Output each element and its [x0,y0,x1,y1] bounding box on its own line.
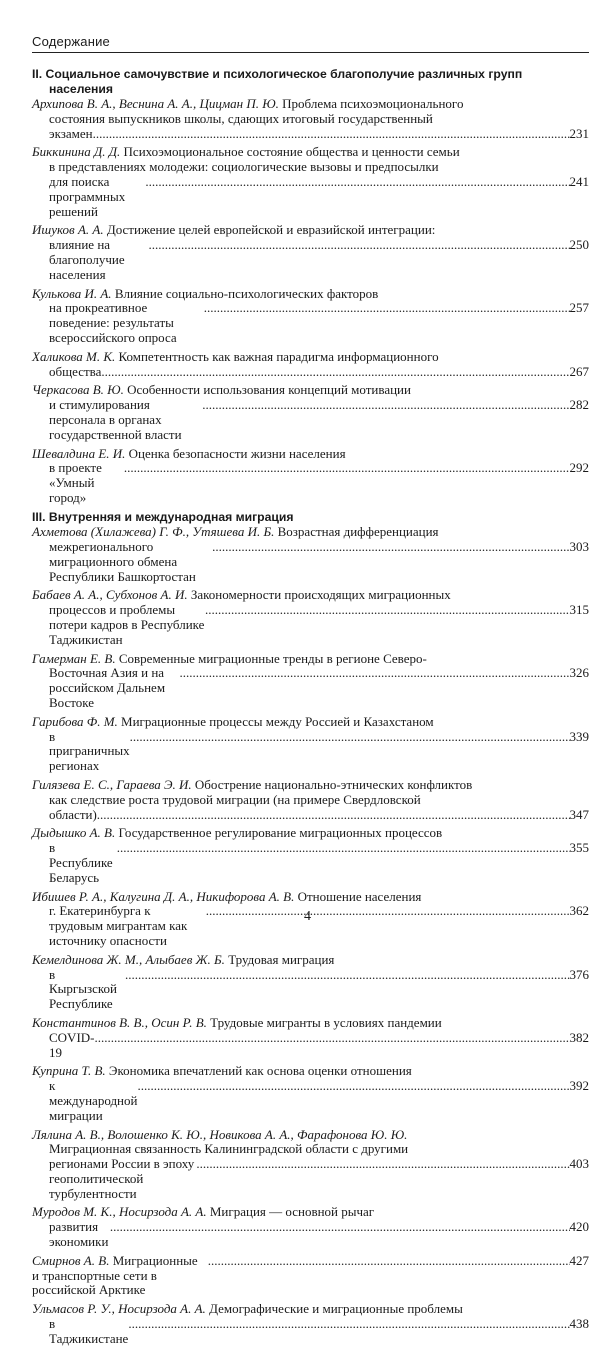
toc-entry-line [32,365,589,380]
entry-authors: Кемелдинова Ж. М., Алыбаев Ж. Б. [32,951,225,967]
dot-leader [179,666,569,681]
toc-entry[interactable] [32,1254,589,1298]
entry-title-text: в Республике Беларусь [49,840,113,885]
entry-page-number: 403 [569,1156,589,1172]
toc-entry[interactable] [32,287,589,346]
toc-entry-line [32,145,589,160]
entry-title-text: межрегионального миграционного обмена Республики Башкортостан [49,539,196,584]
dot-leader [128,1317,569,1332]
toc-entry-line [32,1205,589,1220]
entry-title-text: Отношение населения [297,888,422,904]
entry-title-text: экзамен [49,125,93,141]
table-of-contents [32,64,589,1351]
section-title-line: III. Внутренняя и международная миграция [32,509,294,524]
toc-entry-line [32,1031,589,1061]
entry-title-text: Трудовые мигранты в условиях пандемии [210,1014,442,1030]
toc-entry-line [32,808,589,823]
entry-title-text: Миграционная связанность Калининградской области с другими [49,1141,409,1157]
dot-leader [149,238,570,253]
dot-leader [204,301,570,316]
toc-entry-line [32,112,589,127]
toc-entry-line [32,447,589,462]
toc-entry[interactable] [32,525,589,584]
toc-entry-line [32,730,589,774]
dot-leader [95,1031,570,1046]
entry-page-number: 292 [569,460,589,476]
entry-title-text: в представлениях молодежи: социологические вызовы и предпосылки [49,159,439,175]
entry-title-text: Достижение целей европейской и евразийской интеграции: [106,222,436,238]
entry-page-number: 267 [569,363,589,379]
toc-entry-line [32,841,589,885]
toc-entry-line [32,1128,589,1143]
toc-entry-line [32,287,589,302]
running-head: Содержание [32,34,110,49]
entry-title-text: состояния выпускников школы, сдающих итоговый государственный [49,110,433,126]
dot-leader [130,730,570,745]
entry-title-text: Психоэмоциональное состояние общества и ценности семьи [123,144,460,160]
entry-title-text: области) [49,806,97,822]
toc-entry[interactable] [32,447,589,506]
entry-authors: Константинов В. В., Осин Р. В. [32,1014,207,1030]
entry-title-text: Возрастная дифференциация [277,524,439,540]
entry-authors: Кулькова И. А. [32,285,112,301]
section-title [32,510,589,525]
entry-page-number: 382 [569,1029,589,1045]
entry-title-text: Современные миграционные тренды в регионе Северо- [118,650,427,666]
dot-leader [196,1157,569,1172]
entry-page-number: 438 [569,1316,589,1332]
entry-authors: Халикова М. К. [32,348,116,364]
page-number: 4 [304,909,311,924]
toc-entry[interactable] [32,1302,589,1346]
toc-entry-line [32,398,589,442]
dot-leader [101,365,569,380]
toc-entry-line [32,1064,589,1079]
entry-title-text: Государственное регулирование миграционных процессов [118,825,443,841]
entry-title-text: развития экономики [49,1219,109,1250]
entry-page-number: 392 [569,1078,589,1094]
entry-title-text: Оценка безопасности жизни населения [128,445,346,461]
entry-page-number: 250 [569,237,589,253]
entry-page-number: 326 [569,665,589,681]
entry-title-text: общества [49,363,102,379]
entry-page-number: 241 [569,173,589,189]
entry-title-text: в Таджикистане [49,1316,129,1346]
entry-authors: Архипова В. А., Веснина А. А., Цицман П. Ю. [32,96,279,111]
entry-title-text: Компетентность как важная парадигма информационного [118,348,439,364]
entry-authors: Куприна Т. В. [32,1063,106,1079]
entry-title-text: Восточная Азия и на российском Дальнем Востоке [49,665,166,710]
entry-authors: Биккинина Д. Д. [32,144,121,160]
entry-title-text: влияние на благополучие населения [49,237,125,282]
entry-title-text: Демографические и миграционные проблемы [209,1301,463,1317]
section-title-line: II. Социальное самочувствие и психологическое благополучие различных групп [32,67,523,81]
toc-entry[interactable] [32,1064,589,1123]
entry-title-text: Экономика впечатлений как основа оценки отношения [108,1063,412,1079]
entry-page-number: 355 [569,840,589,856]
toc-entry-line [32,301,589,345]
entry-title-text: Миграционные и транспортные сети в российской Арктике [32,1252,198,1298]
dot-leader [212,540,569,555]
toc-entry[interactable] [32,223,589,282]
dot-leader [124,461,570,476]
toc-entry-line [32,588,589,603]
toc-entry[interactable] [32,778,589,822]
entry-title-text: Закономерности происходящих миграционных [190,587,451,603]
dot-leader [137,1079,569,1094]
entry-title-text: COVID-19 [49,1029,95,1060]
entry-authors: Смирнов А. В. [32,1252,110,1268]
entry-page-number: 420 [569,1219,589,1235]
entry-title-text: как следствие роста трудовой миграции (на примере Свердловской [49,791,421,807]
toc-entry-line [32,461,589,505]
toc-entry-line [32,223,589,238]
header-rule [32,52,589,53]
entry-title-text: Трудовая миграция [228,951,335,967]
entry-page-number: 339 [569,728,589,744]
toc-entry-line [32,953,589,968]
toc-entry-line [32,968,589,1012]
toc-entry[interactable] [32,953,589,1012]
toc-entry-line [32,1220,589,1250]
toc-entry-line [32,652,589,667]
toc-entry-line [32,525,589,540]
toc-entry-line [32,350,589,365]
toc-entry-line [32,826,589,841]
entry-title-text: Обострение национально-этнических конфликтов [194,776,473,792]
entry-page-number: 362 [569,903,589,919]
entry-page-number: 282 [569,397,589,413]
toc-entry[interactable] [32,1205,589,1249]
entry-authors: Шевалдина Е. И. [32,445,126,461]
entry-authors: Ахметова (Хилажева) Г. Ф., Утяшева И. Б. [32,524,275,540]
toc-entry-line [32,890,589,905]
dot-leader [145,175,569,190]
entry-title-text: Особенности использования концепций мотивации [127,382,411,398]
toc-entry-line [32,778,589,793]
toc-entry-line [32,1157,589,1201]
dot-leader [117,841,570,856]
entry-authors: Бабаев А. А., Субхонов А. И. [32,587,188,603]
entry-page-number: 347 [569,806,589,822]
toc-entry[interactable] [32,588,589,647]
entry-title-text: в проекте «Умный город» [49,460,102,505]
toc-entry[interactable] [32,1016,589,1060]
entry-title-text: на прокреативное поведение: результаты всероссийского опроса [49,300,177,345]
entry-authors: Муродов М. К., Носирзода А. А. [32,1204,207,1220]
dot-leader [97,808,570,823]
toc-entry-line [32,1317,589,1347]
entry-title-text: для поиска программных решений [49,173,126,219]
toc-entry-line [32,160,589,175]
toc-entry[interactable] [32,383,589,442]
toc-entry[interactable] [32,145,589,219]
section-title [32,67,589,96]
entry-authors: Ульмасов Р. У., Носирзода А. А. [32,1301,206,1317]
entry-authors: Гамерман Е. В. [32,650,116,666]
entry-title-text: в Кыргызской Республике [49,966,117,1012]
toc-entry-line [32,1079,589,1123]
toc-entry[interactable] [32,652,589,711]
toc-entry[interactable] [32,97,589,141]
entry-page-number: 376 [569,966,589,982]
dot-leader [202,398,569,413]
toc-entry-line [32,175,589,219]
entry-title-text: Влияние социально-психологических факторов [114,285,379,301]
toc-entry[interactable] [32,826,589,885]
toc-entry[interactable] [32,350,589,380]
toc-entry-line [32,1302,589,1317]
entry-page-number: 303 [569,539,589,555]
toc-entry-line [32,603,589,647]
entry-authors: Ибишев Р. А., Калугина Д. А., Никифорова А. В. [32,888,295,904]
entry-title-text: Миграция — основной рычаг [209,1204,375,1220]
toc-entry-line [32,238,589,282]
entry-title-text: процессов и проблемы потери кадров в Республике Таджикистан [49,602,205,647]
toc-entry-line [32,1016,589,1031]
entry-title-text: в приграничных регионах [49,728,130,774]
toc-entry-line [32,97,589,112]
toc-entry[interactable] [32,715,589,774]
entry-authors: Черкасова В. Ю. [32,382,124,398]
entry-authors: Лялина А. В., Волошенко К. Ю., Новикова А. А., Фарафонова Ю. Ю. [32,1126,408,1142]
entry-page-number: 315 [569,602,589,618]
toc-entry-line [32,666,589,710]
toc-entry-line [32,383,589,398]
entry-authors: Ишуков А. А. [32,222,104,238]
toc-entry-line [32,127,589,142]
dot-leader [208,1254,570,1269]
entry-title-text: регионами России в эпоху геополитической турбулентности [49,1156,195,1201]
toc-entry-line [32,540,589,584]
dot-leader [205,603,570,618]
dot-leader [93,127,570,142]
entry-page-number: 427 [569,1252,589,1268]
entry-authors: Дыдышко А. В. [32,825,116,841]
dot-leader [125,968,570,983]
toc-entry-line [32,715,589,730]
toc-entry-line [32,1254,589,1298]
entry-page-number: 257 [569,300,589,316]
entry-title-text: и стимулирования персонала в органах государственной власти [49,397,182,442]
entry-title-text: г. Екатеринбурга к трудовым мигрантам как источнику опасности [49,903,188,948]
section-title-line: населения [49,81,114,96]
entry-title-text: к международной миграции [49,1078,138,1123]
toc-entry[interactable] [32,1128,589,1202]
entry-authors: Гарибова Ф. М. [32,713,118,729]
entry-authors: Гилязева Е. С., Гараева Э. И. [32,776,192,792]
entry-page-number: 231 [569,125,589,141]
dot-leader [110,1220,570,1235]
entry-title-text: Проблема психоэмоционального [282,96,464,111]
toc-entry-line [32,1142,589,1157]
entry-title-text: Миграционные процессы между Россией и Казахстаном [121,713,434,729]
toc-entry-line [32,793,589,808]
